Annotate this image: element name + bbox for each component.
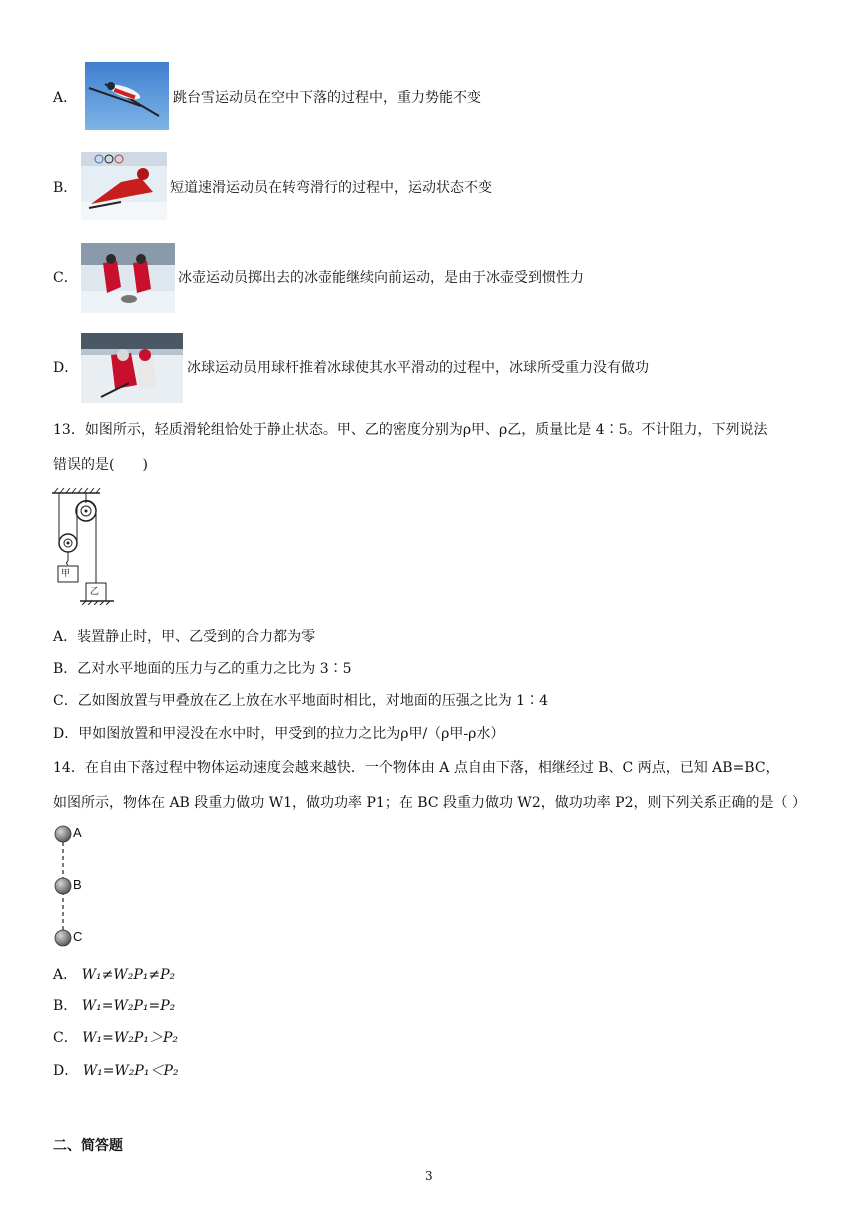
point-c-label: C [73, 929, 83, 944]
point-a-label: A [73, 825, 82, 840]
ice-hockey-photo [81, 333, 183, 403]
q14-option-b: B． W₁=W₂P₁=P₂ [53, 998, 176, 1014]
pulley-system-figure [50, 487, 116, 605]
free-fall-figure [53, 824, 93, 948]
q12-option-b-label: B． [53, 180, 78, 196]
speed-skating-photo [81, 152, 167, 220]
q13-stem-line1: 13．如图所示，轻质滑轮组恰处于静止状态。甲、乙的密度分别为ρ甲、ρ乙，质量比是 4∶5。不计阻力，下列说法 [53, 422, 768, 438]
q13-option-a: A．装置静止时，甲、乙受到的合力都为零 [53, 629, 316, 645]
q12-option-b-text: 短道速滑运动员在转弯滑行的过程中，运动状态不变 [170, 180, 492, 196]
q13-option-d: D．甲如图放置和甲浸没在水中时，甲受到的拉力之比为ρ甲/（ρ甲-ρ水） [53, 726, 505, 742]
page-number: 3 [425, 1169, 433, 1183]
q12-option-d-text: 冰球运动员用球杆推着冰球使其水平滑动的过程中，冰球所受重力没有做功 [187, 360, 649, 376]
q13-stem-line2: 错误的是( ) [53, 457, 148, 473]
section-title: 二、简答题 [53, 1138, 123, 1154]
ski-jump-photo [85, 62, 169, 130]
q13-option-b: B．乙对水平地面的压力与乙的重力之比为 3∶5 [53, 661, 352, 677]
q14-option-a: A． W₁≠W₂P₁≠P₂ [53, 967, 176, 983]
q12-option-d-label: D． [53, 360, 79, 376]
q14-option-d: D． W₁=W₂P₁＜P₂ [53, 1063, 179, 1079]
q14-option-c: C． W₁=W₂P₁＞P₂ [53, 1030, 178, 1046]
block-yi-label: 乙 [90, 587, 100, 597]
curling-photo [81, 243, 175, 313]
q12-option-c-label: C． [53, 270, 78, 286]
q12-option-a-text: 跳台雪运动员在空中下落的过程中，重力势能不变 [173, 90, 481, 106]
q14-stem-line2: 如图所示，物体在 AB 段重力做功 W1，做功功率 P1；在 BC 段重力做功 W2，做功功率 P2，则下列关系正确的是（ ） [53, 795, 806, 811]
q12-option-a-label: A． [53, 90, 78, 106]
q13-option-c: C．乙如图放置与甲叠放在乙上放在水平地面时相比，对地面的压强之比为 1∶4 [53, 693, 548, 709]
point-b-label: B [73, 877, 82, 892]
q12-option-c-text: 冰壶运动员掷出去的冰壶能继续向前运动，是由于冰壶受到惯性力 [178, 270, 584, 286]
block-jia-label: 甲 [61, 569, 71, 579]
q14-stem-line1: 14．在自由下落过程中物体运动速度会越来越快．一个物体由 A 点自由下落，相继经过 B、C 两点，已知 AB=BC， [53, 760, 780, 776]
